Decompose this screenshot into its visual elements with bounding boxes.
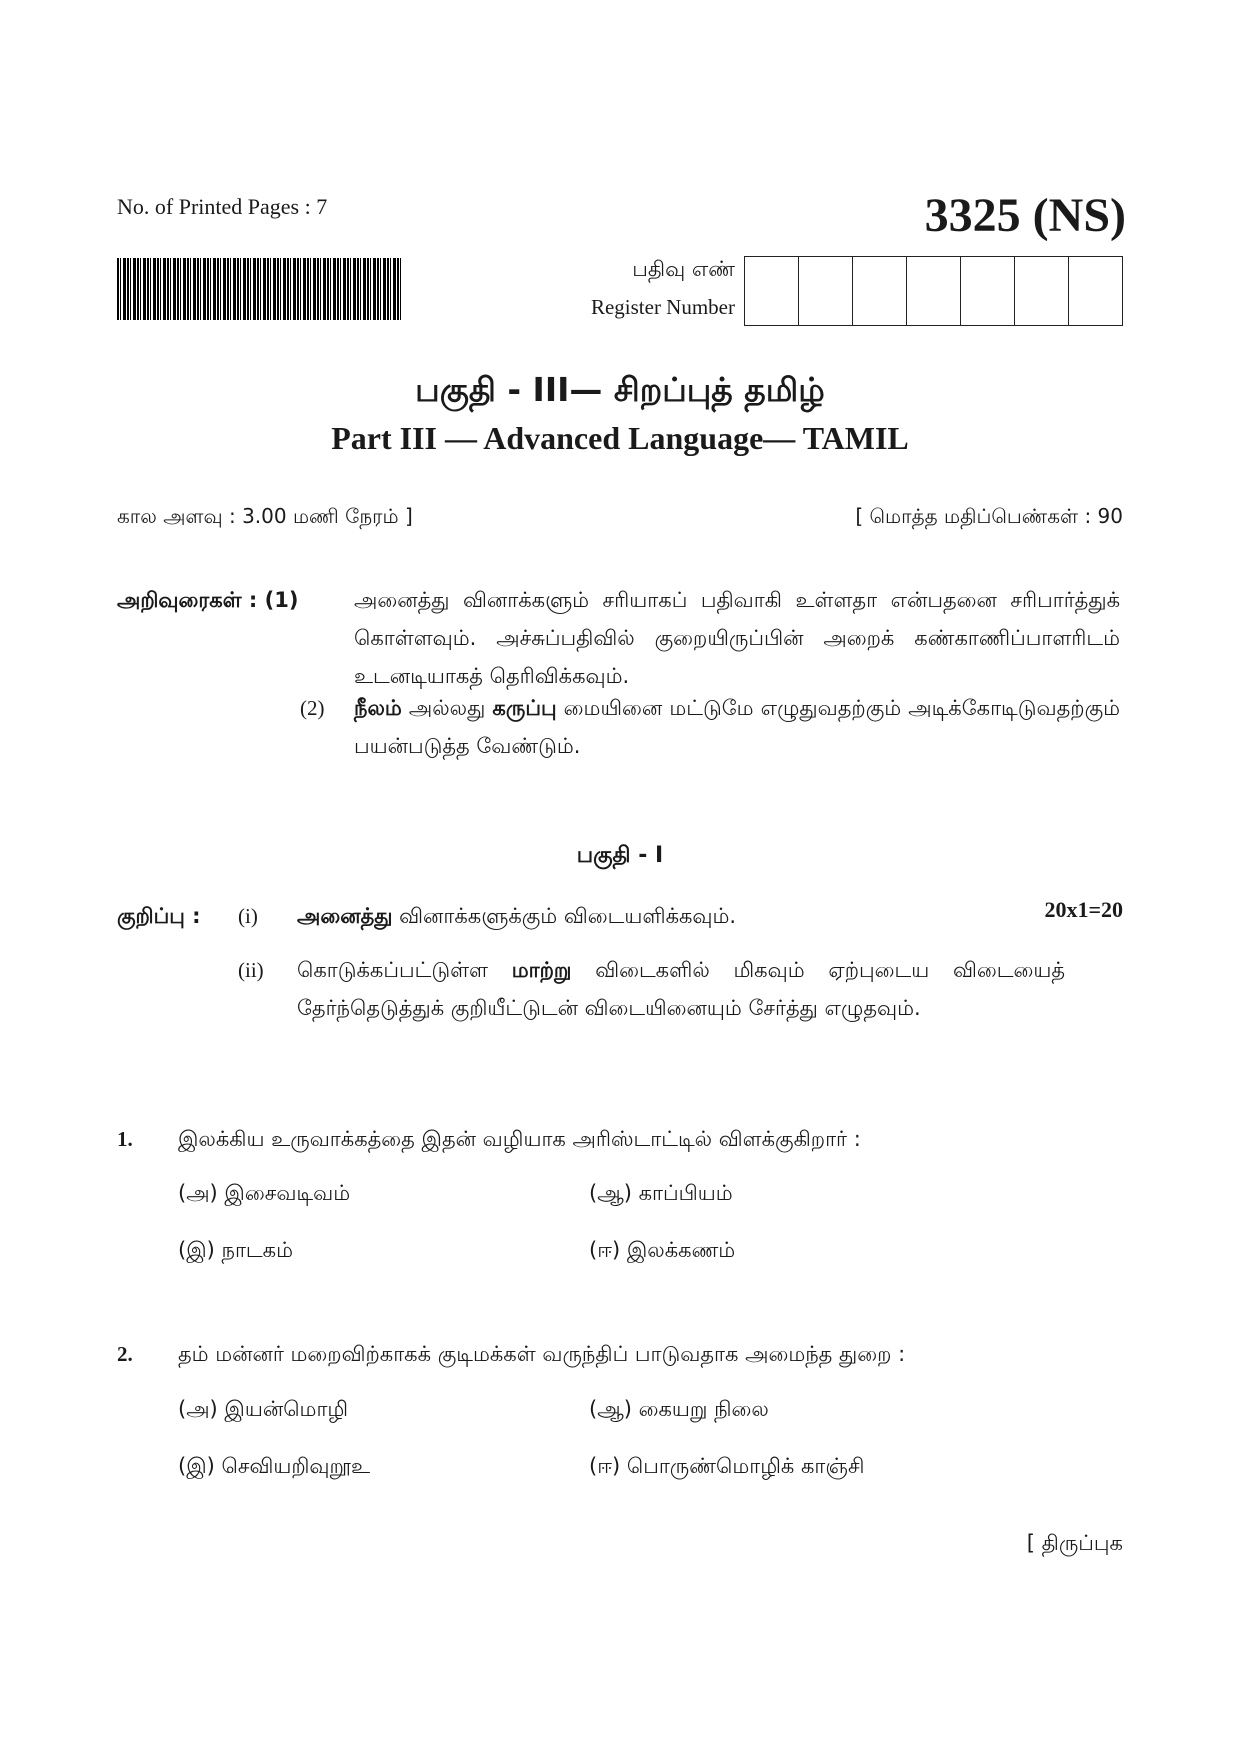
answer-option[interactable]: (ஈ) இலக்கணம் xyxy=(589,1238,736,1262)
question-number: 2. xyxy=(117,1342,133,1366)
answer-option[interactable]: (அ) இசைவடிவம் xyxy=(178,1181,351,1205)
note-item-2 xyxy=(297,951,1065,1027)
instruction-number-2: (2) xyxy=(300,696,325,720)
answer-option[interactable]: (ஆ) கையறு நிலை xyxy=(589,1397,769,1421)
note-text: வினாக்களுக்கும் விடையளிக்கவும். xyxy=(392,904,737,928)
register-digit-box[interactable] xyxy=(745,257,799,325)
note-text: விடைகளில் மிகவும் ஏற்புடைய விடையைத் தேர்ந்தெடுத்துக் குறியீட்டுடன் விடையினையும் சேர்த்து எழுதவும். xyxy=(297,958,1066,1020)
note-emphasis: அனைத்து xyxy=(297,904,393,928)
instruction-item-2 xyxy=(354,689,1120,765)
paper-title-english: Part III — Advanced Language— TAMIL xyxy=(331,420,909,456)
question-text: இலக்கிய உருவாக்கத்தை இதன் வழியாக அரிஸ்டாட்டில் விளக்குகிறார் : xyxy=(178,1127,861,1151)
register-digit-box[interactable] xyxy=(799,257,853,325)
answer-option[interactable]: (அ) இயன்மொழி xyxy=(178,1397,349,1421)
question-text: தம் மன்னர் மறைவிற்காகக் குடிமக்கள் வருந்திப் பாடுவதாக அமைந்த துறை : xyxy=(178,1342,906,1366)
note-number-2: (ii) xyxy=(238,958,264,982)
answer-option[interactable]: (ஆ) காப்பியம் xyxy=(589,1181,733,1205)
register-digit-box[interactable] xyxy=(853,257,907,325)
note-item-1 xyxy=(297,897,736,935)
instruction-text: மையினை மட்டுமே எழுதுவதற்கும் அடிக்கோடிடுவதற்கும் பயன்படுத்த வேண்டும். xyxy=(354,696,1121,758)
register-digit-box[interactable] xyxy=(1015,257,1069,325)
turn-over-label: [ திருப்புக xyxy=(1026,1531,1123,1555)
note-heading: குறிப்பு : xyxy=(117,904,201,928)
register-label-tamil: பதிவு எண் xyxy=(632,257,735,281)
answer-option[interactable]: (இ) நாடகம் xyxy=(178,1238,293,1262)
paper-title-tamil: பகுதி - III— சிறப்புத் தமிழ் xyxy=(415,370,825,409)
answer-option[interactable]: (ஈ) பொருண்மொழிக் காஞ்சி xyxy=(589,1454,865,1478)
printed-pages-count: No. of Printed Pages : 7 xyxy=(117,194,328,219)
instruction-emphasis-black: கருப்பு xyxy=(492,696,557,720)
section-marks: 20x1=20 xyxy=(1044,897,1123,922)
question-number: 1. xyxy=(117,1127,133,1151)
maximum-marks: [ மொத்த மதிப்பெண்கள் : 90 xyxy=(855,504,1123,528)
instruction-text: அல்லது xyxy=(401,696,493,720)
register-digit-box[interactable] xyxy=(1069,257,1122,325)
section-title: பகுதி - I xyxy=(576,843,664,868)
register-digit-box[interactable] xyxy=(961,257,1015,325)
note-number-1: (i) xyxy=(238,904,258,928)
paper-code: 3325 (NS) xyxy=(924,189,1126,242)
note-emphasis: மாற்று xyxy=(511,958,572,982)
exam-duration: கால அளவு : 3.00 மணி நேரம் ] xyxy=(117,504,413,528)
register-number-boxes[interactable] xyxy=(744,256,1123,326)
instructions-heading: அறிவுரைகள் : (1) xyxy=(117,588,299,612)
register-label-english: Register Number xyxy=(590,295,735,319)
instruction-emphasis-blue: நீலம் xyxy=(354,696,402,720)
instruction-item-1: அனைத்து வினாக்களும் சரியாகப் பதிவாகி உள்ளதா என்பதனை சரிபார்த்துக் கொள்ளவும். அச்சுப்பதிவில் குறையிருப்பின் அறைக் கண்காணிப்பாளரிடம் உடனடியாகத் தெரிவிக்கவும். xyxy=(354,588,1120,688)
answer-option[interactable]: (இ) செவியறிவுறூஉ xyxy=(178,1454,371,1478)
barcode-icon xyxy=(117,258,401,320)
note-text: கொடுக்கப்பட்டுள்ள xyxy=(297,958,512,982)
register-digit-box[interactable] xyxy=(907,257,961,325)
